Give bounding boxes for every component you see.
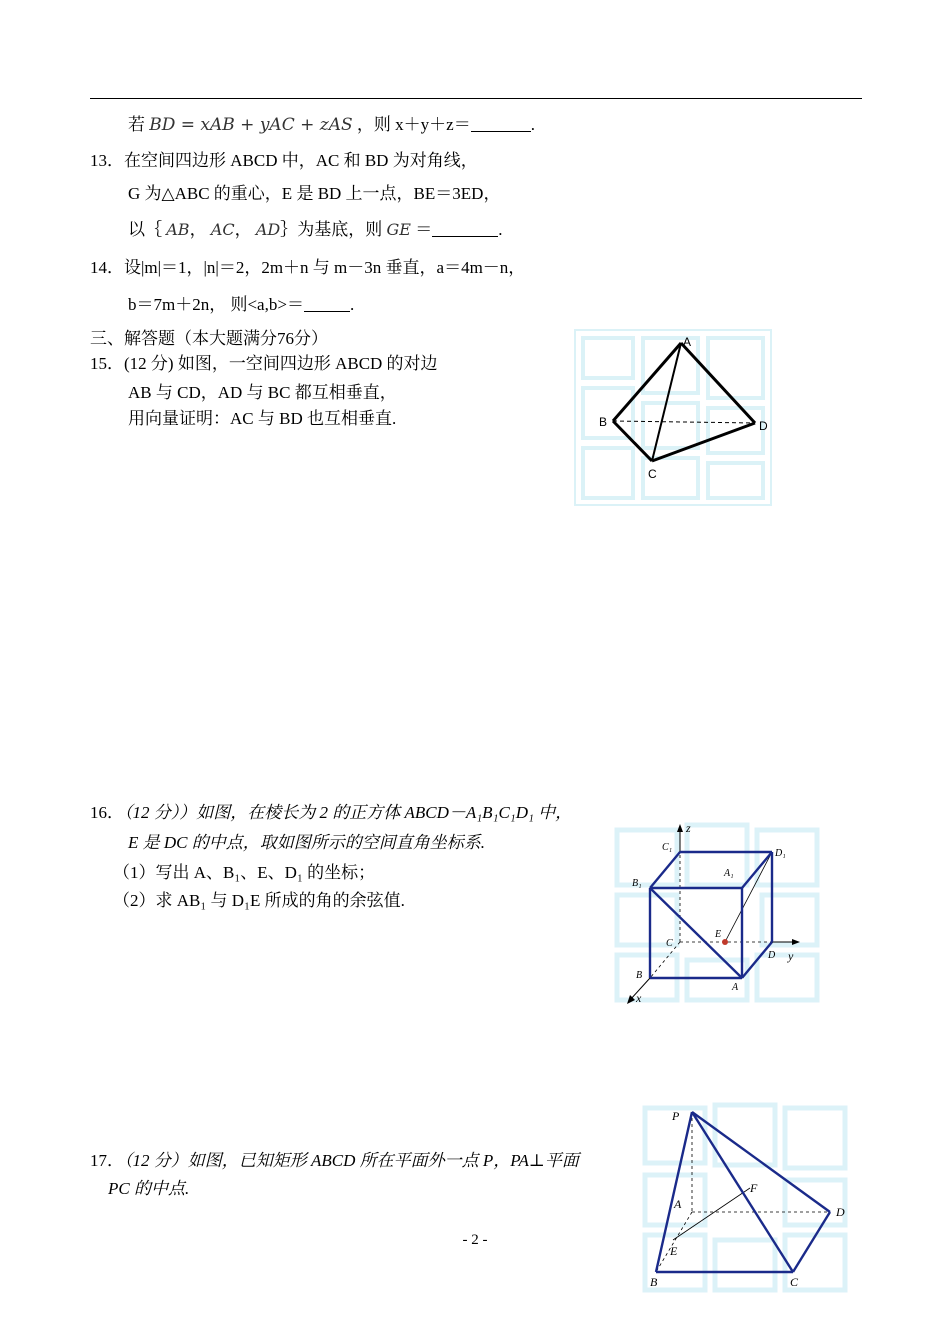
header-rule xyxy=(90,98,862,99)
q15-line1: 15．(12 分) 如图，一空间四边形 ABCD 的对边 xyxy=(90,354,438,373)
vector-ge: GE xyxy=(386,220,411,239)
vector-ad: AD xyxy=(255,220,281,239)
q14-line1: 14．设|m|＝1，|n|＝2，2m＋n 与 m－3n 垂直，a＝4m－n， xyxy=(90,258,526,277)
label-b: B xyxy=(650,1275,658,1289)
cube-figure xyxy=(612,820,827,1010)
q17-line1: 17．（12 分）如图，已知矩形 ABCD 所在平面外一点 P，PA⊥平面 xyxy=(90,1151,579,1170)
question-number: 13． xyxy=(90,151,124,170)
label-d: D xyxy=(759,419,768,433)
answer-blank xyxy=(304,295,350,312)
label-a: A xyxy=(683,335,692,349)
label-f: F xyxy=(750,1181,758,1195)
label-c: C xyxy=(666,938,673,949)
q16-line2: E 是 DC 的中点，取如图所示的空间直角坐标系. xyxy=(128,833,485,852)
label-e: E xyxy=(670,1244,678,1258)
segment-ab1 xyxy=(650,888,742,978)
label-d1: D₁ xyxy=(775,848,786,859)
label-y: y xyxy=(788,949,794,963)
pyramid-figure xyxy=(640,1100,855,1300)
question-number: 17． xyxy=(90,1151,124,1170)
label-e: E xyxy=(715,929,722,940)
label-d: D xyxy=(836,1205,845,1219)
q12-continuation: 若 BD = xAB + yAC + zAS ，则 x＋y＋z＝ . xyxy=(128,115,535,135)
question-number: 15． xyxy=(90,354,124,373)
label-z: z xyxy=(686,821,691,835)
q16-line1: 16．（12 分））如图，在棱长为 2 的正方体 ABCD－A₁B₁C₁D₁ 中， xyxy=(90,803,573,822)
vector-ab: AB xyxy=(166,220,190,239)
label-c1: C₁ xyxy=(662,842,673,853)
tetrahedron-figure xyxy=(573,328,783,508)
label-b: B xyxy=(599,415,608,429)
label-d: D xyxy=(768,950,776,961)
label-x: x xyxy=(636,991,642,1005)
q12-vector-expression: BD = xAB + yAC + zAS xyxy=(149,115,353,135)
q13-line3: 以｛ AB， AC， AD｝为基底，则 GE ＝ . xyxy=(128,220,503,239)
question-number: 14． xyxy=(90,258,124,277)
edge-cd xyxy=(652,423,755,461)
point-e xyxy=(722,939,728,945)
q13-line1: 13．在空间四边形 ABCD 中，AC 和 BD 为对角线， xyxy=(90,151,478,170)
q16-sub2: （2）求 AB₁ 与 D₁E 所成的角的余弦值. xyxy=(113,891,405,910)
label-c: C xyxy=(790,1275,799,1289)
q17-line2: PC 的中点. xyxy=(108,1179,190,1198)
label-p: P xyxy=(672,1109,680,1123)
answer-blank xyxy=(471,115,531,132)
label-a: A xyxy=(674,1197,682,1211)
page-number: - 2 - xyxy=(462,1232,488,1248)
label-a: A xyxy=(732,982,739,993)
q14-line2: b＝7m＋2n， 则<a,b>＝ . xyxy=(128,295,355,314)
label-c: C xyxy=(648,467,657,481)
q16-sub1: （1）写出 A、B₁、E、D₁ 的坐标； xyxy=(113,863,376,882)
answer-blank xyxy=(432,220,498,237)
question-number: 16． xyxy=(90,803,124,822)
vector-ac: AC xyxy=(210,220,235,239)
edge-ad xyxy=(681,343,755,423)
q15-line3: 用向量证明：AC 与 BD 也互相垂直. xyxy=(128,409,397,428)
q13-line2: G 为△ABC 的重心，E 是 BD 上一点，BE＝3ED， xyxy=(128,184,501,203)
q15-line2: AB 与 CD，AD 与 BC 都互相垂直， xyxy=(128,383,397,402)
label-b: B xyxy=(636,970,643,981)
label-a1: A₁ xyxy=(724,868,734,879)
label-b1: B₁ xyxy=(632,878,642,889)
section-heading: 三、解答题（本大题满分76分） xyxy=(90,329,328,348)
